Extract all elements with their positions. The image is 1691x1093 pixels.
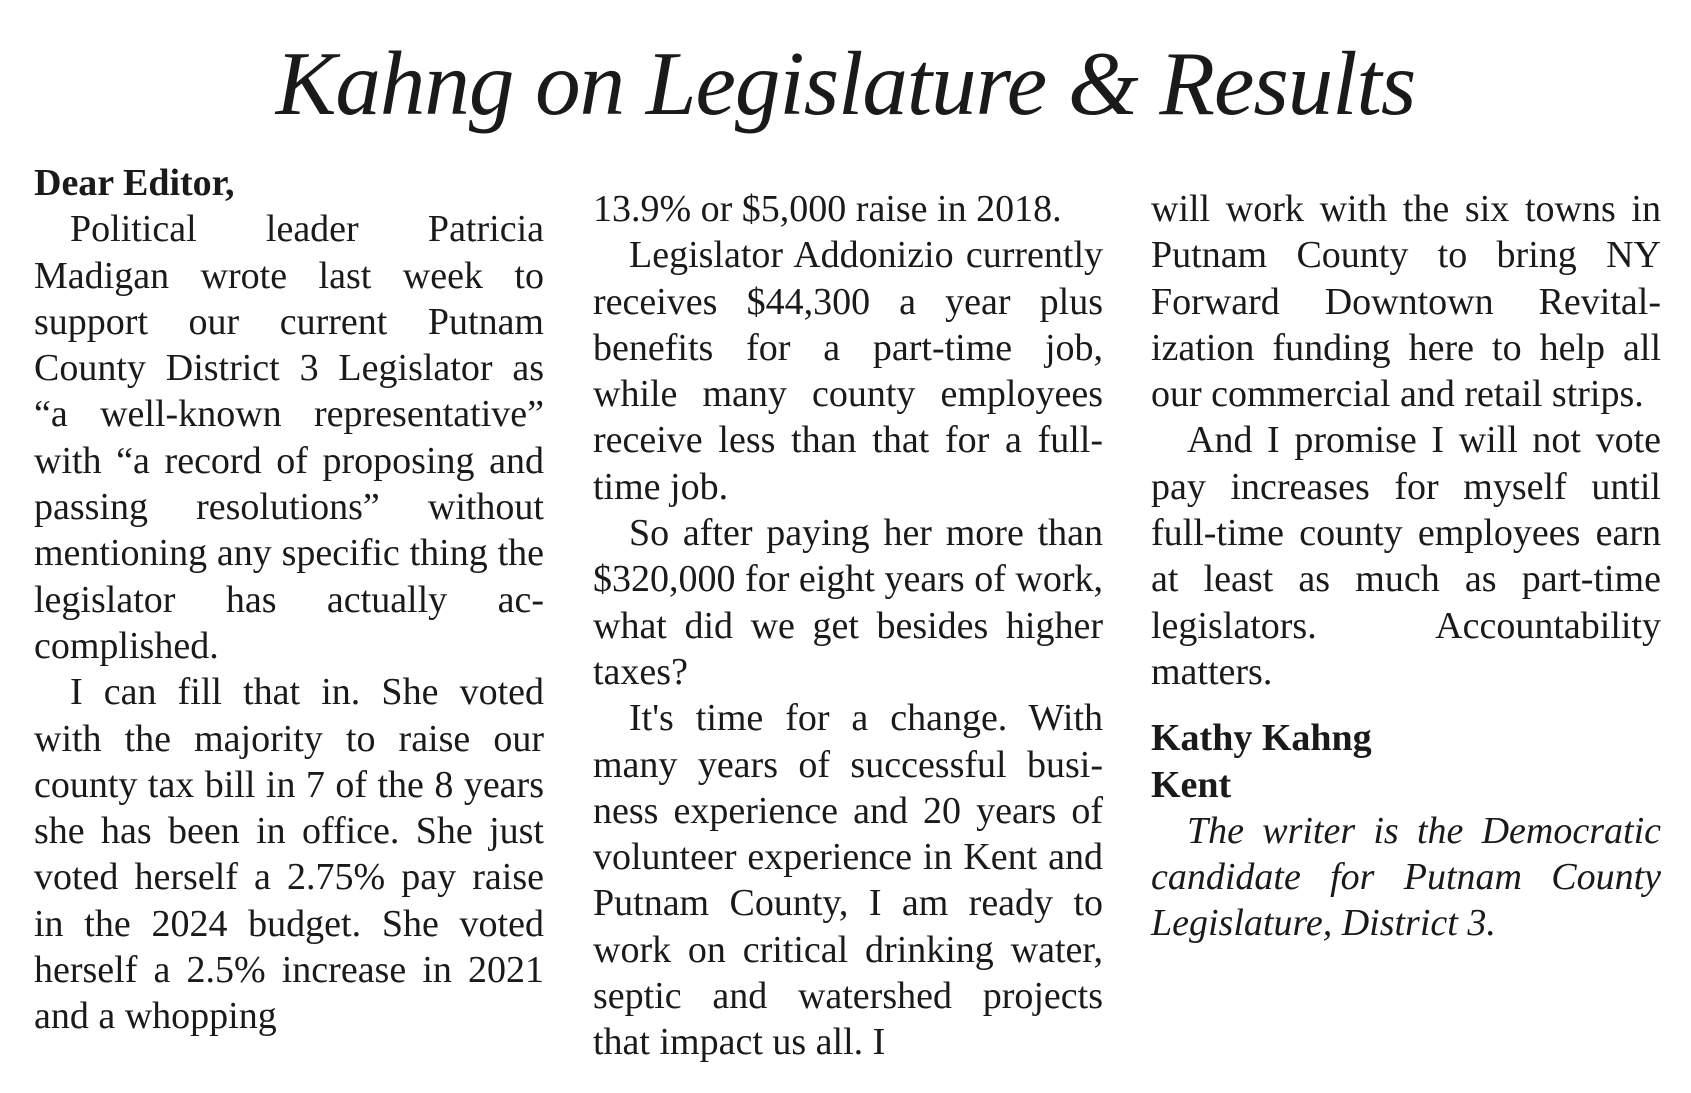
paragraph-4: So after paying her more than $320,000 for eight years of work, what did we get besides higher taxes? [593,512,1103,693]
paragraph-1: Political leader Patricia Madigan wrote last week to support our current Putnam County District 3 Legislator as “a well-known representative” with “a record of proposing and passing resolutions” without mentioning any specific thing the legislator has actually accomplished. [34,208,544,667]
salutation: Dear Editor, [34,162,235,204]
paragraph-5-start: It's time for a change. With many years of successful business experience and 20 years of volunteer experience in Kent and Putnam County, I am ready to work on critical drinking water, septic and watershed projects that impact us all. I [593,697,1103,1064]
signature-name: Kathy Kahng [1151,717,1372,760]
signature-block [1151,715,1661,808]
author-tagline: The writer is the Democratic candidate for Putnam County Legislature, District 3. [1151,809,1661,945]
paragraph-3: Legislator Addonizio currently receives $44,300 a year plus benefits for a part-time job, while many county employees receive less than that for a full-time job. [593,234,1103,508]
paragraph-2-end: 13.9% or $5,000 raise in 2018. [593,188,1062,230]
paragraph-2-start: I can fill that in. She voted with the majority to raise our county tax bill in 7 of the 8 years she has been in office. She just voted herself a 2.75% pay raise in the 2024 budget. She voted herself a 2.5% increase in 2021 and a whopping [34,671,544,1038]
signature-town: Kent [1151,763,1232,806]
headline: Kahng on Legislature & Results [275,33,1416,134]
column-1 [34,160,544,1040]
column-3 [1151,186,1661,947]
paragraph-5-end: will work with the six towns in Putnam County to bring NY Forward Downtown Revitalization funding here to help all our commercial and retail strips. [1151,188,1661,416]
column-2 [593,186,1103,1066]
paragraph-6: And I promise I will not vote pay increases for myself until full-time county employees earn at least as much as part-time legislators. Accountability matters. [1151,419,1661,693]
